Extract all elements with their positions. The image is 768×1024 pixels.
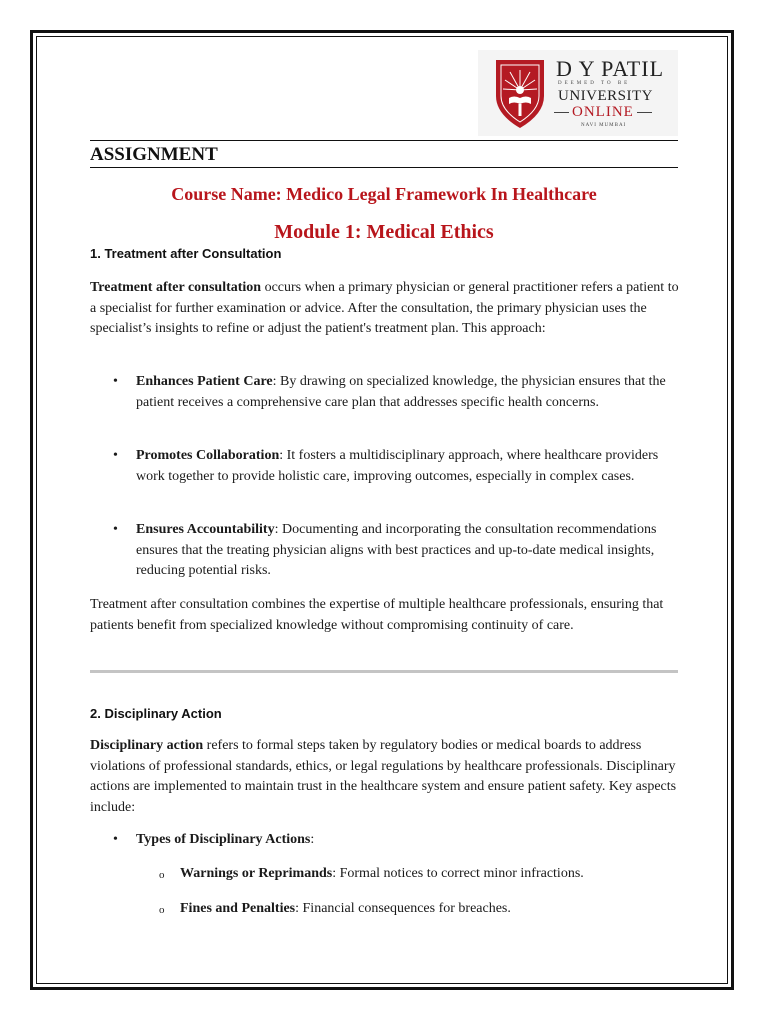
list-item-text: : It fosters a multidisciplinary approach, where healthcare providers work together to provide holistic care, improving outcomes, especially in complex cases. — [136, 448, 659, 484]
list-item-term: Promotes Collaboration — [136, 448, 280, 463]
sub-bullet-icon: o — [159, 904, 165, 916]
sub-list-item — [180, 864, 680, 885]
list-item — [136, 372, 680, 413]
list-item-text: : By drawing on specialized knowledge, the physician ensures that the patient receives a comprehensive care plan that addresses specific health concerns. — [136, 374, 666, 410]
module-title: Module 1: Medical Ethics — [274, 221, 494, 243]
logo-location: NAVI MUMBAI — [581, 123, 627, 128]
list-item-text: : Documenting and incorporating the consultation recommendations ensures that the treating physician aligns with best practices and up-to-date medical insights, reducing potential risks. — [136, 522, 657, 579]
list-item-term: Types of Disciplinary Actions — [136, 832, 311, 847]
bullet-icon: • — [113, 832, 118, 847]
logo-title: D Y PATIL — [556, 56, 665, 81]
section1-intro-term: Treatment after consultation — [90, 280, 262, 295]
section1-heading: 1. Treatment after Consultation — [90, 246, 282, 261]
list-item — [136, 520, 680, 582]
logo-online-row — [554, 104, 652, 121]
logo-deemed: DEEMED TO BE — [558, 81, 631, 86]
list-item-text: : — [310, 832, 315, 847]
section-divider — [90, 670, 678, 673]
section2-heading: 2. Disciplinary Action — [90, 706, 222, 721]
crest-icon — [492, 56, 548, 130]
university-logo — [478, 50, 678, 136]
section1-intro-text: occurs when a primary physician or general practitioner refers a patient to a specialist for further examination or advice. After the consultation, the primary physician uses the specialist’s insights to refine or adjust the patient's treatment plan. This approach: — [90, 280, 679, 337]
sub-list-item-text: : Formal notices to correct minor infractions. — [332, 866, 584, 881]
sub-list-item-term: Fines and Penalties — [180, 901, 296, 916]
sub-bullet-icon: o — [159, 869, 165, 881]
section2-intro-text: refers to formal steps taken by regulatory bodies or medical boards to address violations of professional standards, ethics, or legal regulations by healthcare professionals. Disciplinary actions are implemented to maintain trust in the healthcare system and ensure patient safety. Key aspects include: — [90, 738, 677, 816]
section2-intro — [90, 736, 680, 819]
bullet-icon: • — [113, 374, 118, 389]
list-item — [136, 446, 680, 487]
header-rule-bottom — [90, 167, 678, 168]
header-rule-top — [90, 140, 678, 141]
bullet-icon: • — [113, 522, 118, 537]
section1-intro — [90, 278, 680, 340]
sub-list-item-text: : Financial consequences for breaches. — [295, 901, 511, 916]
sub-list-item-term: Warnings or Reprimands — [180, 866, 333, 881]
sub-list-item — [180, 899, 680, 920]
logo-online: ONLINE — [572, 104, 634, 120]
list-item-term: Enhances Patient Care — [136, 374, 273, 389]
bullet-icon: • — [113, 448, 118, 463]
section1-conclusion: Treatment after consultation combines the expertise of multiple healthcare professionals, ensuring that patients benefit from specialized knowledge without compromising continuity of care. — [90, 597, 664, 633]
list-item — [136, 830, 680, 851]
course-name: Course Name: Medico Legal Framework In Healthcare — [171, 184, 597, 204]
section2-intro-term: Disciplinary action — [90, 738, 204, 753]
logo-university: UNIVERSITY — [558, 88, 653, 104]
list-item-term: Ensures Accountability — [136, 522, 275, 537]
assignment-title: ASSIGNMENT — [90, 144, 218, 165]
